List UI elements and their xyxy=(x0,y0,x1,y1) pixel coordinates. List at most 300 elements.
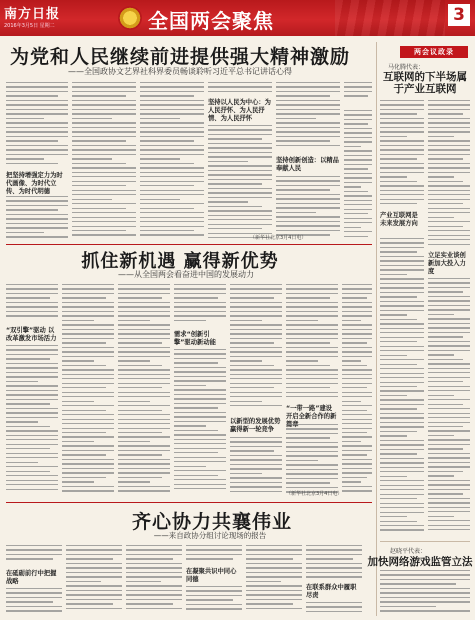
flag-decoration xyxy=(335,0,445,36)
third-subhead-3: 在联系群众中履职尽责 xyxy=(306,584,357,599)
text-line xyxy=(62,360,94,361)
text-line xyxy=(286,482,330,483)
text-line xyxy=(140,172,204,173)
text-line xyxy=(72,226,136,227)
text-line xyxy=(428,127,470,128)
text-line xyxy=(118,454,162,455)
text-line xyxy=(276,86,340,87)
text-line xyxy=(428,190,470,191)
text-line xyxy=(174,434,226,435)
text-line xyxy=(428,145,470,146)
text-line xyxy=(126,545,182,546)
text-line xyxy=(380,176,407,177)
text-line xyxy=(380,296,417,297)
text-line xyxy=(174,293,226,294)
text-line xyxy=(186,558,233,559)
text-line xyxy=(6,302,58,303)
text-line xyxy=(6,311,58,312)
text-line xyxy=(428,422,470,423)
text-line xyxy=(140,212,204,213)
text-line xyxy=(286,478,338,479)
text-line xyxy=(380,145,424,146)
text-line xyxy=(380,131,424,132)
text-line xyxy=(344,213,368,214)
text-line xyxy=(140,127,204,128)
text-line xyxy=(6,408,58,409)
text-line xyxy=(140,131,204,132)
text-line xyxy=(428,395,454,396)
text-line xyxy=(140,190,204,191)
text-line xyxy=(276,140,330,141)
text-line xyxy=(118,392,170,393)
text-line xyxy=(344,195,372,196)
text-line xyxy=(140,82,204,83)
text-line xyxy=(118,374,170,375)
sidebar-subhead-2: 立足实业谈创新加大投入力度 xyxy=(428,252,466,275)
text-line xyxy=(66,558,113,559)
text-line xyxy=(208,210,272,211)
text-line xyxy=(230,342,274,343)
text-line xyxy=(174,311,226,312)
text-line xyxy=(286,365,330,366)
text-line xyxy=(66,608,122,609)
text-line xyxy=(186,545,242,546)
text-line xyxy=(276,176,340,177)
text-line xyxy=(72,118,112,119)
text-line xyxy=(140,158,180,159)
text-line xyxy=(174,389,226,390)
text-line xyxy=(126,558,173,559)
text-line xyxy=(62,477,106,478)
text-line xyxy=(72,149,136,150)
text-line xyxy=(380,480,424,481)
text-line xyxy=(140,118,180,119)
text-line xyxy=(380,597,470,598)
text-line xyxy=(286,302,338,303)
text-line xyxy=(6,284,58,285)
text-line xyxy=(342,342,367,343)
text-line xyxy=(344,141,372,142)
text-line xyxy=(380,408,417,409)
lead-body-col-2 xyxy=(72,82,136,242)
text-line xyxy=(208,206,262,207)
text-line xyxy=(276,136,340,137)
text-line xyxy=(140,104,204,105)
text-line xyxy=(6,95,58,96)
text-line xyxy=(72,172,136,173)
text-line xyxy=(380,305,424,306)
text-line xyxy=(380,489,424,490)
text-line xyxy=(306,554,362,555)
text-line xyxy=(208,138,262,139)
text-line xyxy=(344,128,372,129)
text-line xyxy=(230,482,282,483)
text-line xyxy=(428,235,470,236)
text-line xyxy=(380,413,424,414)
text-line xyxy=(66,585,122,586)
text-line xyxy=(208,152,272,153)
text-line xyxy=(174,398,226,399)
text-line xyxy=(380,382,424,383)
text-line xyxy=(342,454,367,455)
text-line xyxy=(286,351,338,352)
text-line xyxy=(342,468,372,469)
sidebar-tag: 两会议政录 xyxy=(400,46,468,58)
text-line xyxy=(140,122,204,123)
text-line xyxy=(380,395,407,396)
text-line xyxy=(230,459,282,460)
text-line xyxy=(276,230,340,231)
text-line xyxy=(6,558,53,559)
text-line xyxy=(344,86,372,87)
text-line xyxy=(174,466,206,467)
text-line xyxy=(428,314,454,315)
text-line xyxy=(72,109,136,110)
text-line xyxy=(246,585,302,586)
text-line xyxy=(174,315,226,316)
text-line xyxy=(118,284,170,285)
text-line xyxy=(6,358,50,359)
text-line xyxy=(380,104,424,105)
text-line xyxy=(344,186,361,187)
text-line xyxy=(72,122,136,123)
text-line xyxy=(286,387,330,388)
text-line xyxy=(230,383,282,384)
text-line xyxy=(342,436,372,437)
lead-body-col-1b xyxy=(6,196,68,242)
text-line xyxy=(6,444,58,445)
text-line xyxy=(174,353,226,354)
text-line xyxy=(380,136,407,137)
text-line xyxy=(6,588,62,589)
text-line xyxy=(428,525,470,526)
text-line xyxy=(6,122,68,123)
text-line xyxy=(118,311,170,312)
text-line xyxy=(230,437,282,438)
text-line xyxy=(380,158,417,159)
text-line xyxy=(286,342,330,343)
text-line xyxy=(126,567,182,568)
text-line xyxy=(118,419,170,420)
text-line xyxy=(6,232,44,233)
text-line xyxy=(428,399,470,400)
text-line xyxy=(286,293,338,294)
text-line xyxy=(6,209,58,210)
text-line xyxy=(6,430,58,431)
text-line xyxy=(344,123,368,124)
text-line xyxy=(380,181,417,182)
text-line xyxy=(230,446,282,447)
text-line xyxy=(380,521,417,522)
text-line xyxy=(208,86,272,87)
sidebar-bottom-divider xyxy=(380,541,470,542)
text-line xyxy=(230,401,262,402)
text-line xyxy=(380,364,417,365)
text-line xyxy=(174,367,226,368)
text-line xyxy=(286,347,338,348)
text-line xyxy=(428,300,470,301)
text-line xyxy=(72,131,136,132)
text-line xyxy=(246,599,302,600)
text-line xyxy=(62,392,114,393)
sidebar-kicker-2: 赵晓平代表： xyxy=(390,548,427,555)
text-line xyxy=(62,410,106,411)
third-body-col-1 xyxy=(6,545,62,567)
text-line xyxy=(428,136,454,137)
text-line xyxy=(380,359,424,360)
sidebar-body-col-1b xyxy=(380,238,424,538)
text-line xyxy=(230,491,282,492)
text-line xyxy=(428,140,470,141)
text-line xyxy=(208,134,272,135)
text-line xyxy=(62,441,94,442)
text-line xyxy=(174,376,226,377)
lead-headline: 为党和人民继续前进提供强大精神激励 xyxy=(9,46,350,68)
text-line xyxy=(6,91,68,92)
text-line xyxy=(342,428,372,429)
lead-body-col-1 xyxy=(6,82,68,168)
text-line xyxy=(62,369,114,370)
text-line xyxy=(380,422,424,423)
text-line xyxy=(140,167,204,168)
text-line xyxy=(174,403,226,404)
text-line xyxy=(118,306,170,307)
text-line xyxy=(118,302,170,303)
text-line xyxy=(208,129,272,130)
text-line xyxy=(174,385,206,386)
text-line xyxy=(428,226,463,227)
text-line xyxy=(208,183,262,184)
text-line xyxy=(6,399,58,400)
text-line xyxy=(286,360,318,361)
text-line xyxy=(230,360,262,361)
text-line xyxy=(62,315,114,316)
text-line xyxy=(72,167,136,168)
text-line xyxy=(72,230,126,231)
second-subhead-1: “双引擎”驱动 以改革激发市场活力 xyxy=(6,327,57,342)
text-line xyxy=(174,358,226,359)
second-body-col-2 xyxy=(62,284,114,497)
text-line xyxy=(286,374,338,375)
third-subhead-2: 在凝聚共识中同心同德 xyxy=(186,568,237,583)
text-line xyxy=(380,368,424,369)
text-line xyxy=(246,594,302,595)
text-line xyxy=(6,480,58,481)
second-body-col-5b xyxy=(230,437,282,497)
text-line xyxy=(62,414,114,415)
text-line xyxy=(246,545,302,546)
text-line xyxy=(118,441,150,442)
text-line xyxy=(72,163,126,164)
text-line xyxy=(208,91,272,92)
text-line xyxy=(118,288,170,289)
text-line xyxy=(428,511,470,512)
text-line xyxy=(140,154,204,155)
text-line xyxy=(66,603,113,604)
text-line xyxy=(126,585,182,586)
text-line xyxy=(6,381,38,382)
text-line xyxy=(174,488,226,489)
text-line xyxy=(6,610,62,611)
second-headline: 抓住新机遇 赢得新优势 xyxy=(81,251,279,272)
sidebar-kicker: 马化腾代表： xyxy=(388,64,425,71)
third-headline: 齐心协力共襄伟业 xyxy=(131,511,292,533)
text-line xyxy=(62,387,106,388)
text-line xyxy=(276,131,340,132)
text-line xyxy=(276,198,340,199)
text-line xyxy=(380,435,407,436)
text-line xyxy=(66,567,122,568)
text-line xyxy=(6,554,62,555)
text-line xyxy=(6,113,68,114)
text-line xyxy=(6,403,50,404)
text-line xyxy=(186,586,242,587)
text-line xyxy=(342,374,372,375)
text-line xyxy=(428,462,470,463)
text-line xyxy=(174,479,226,480)
text-line xyxy=(72,140,126,141)
sidebar-body-col-2b xyxy=(428,278,470,538)
text-line xyxy=(230,387,274,388)
text-line xyxy=(6,376,58,377)
text-line xyxy=(380,292,424,293)
text-line xyxy=(118,333,170,334)
text-line xyxy=(342,410,367,411)
text-line xyxy=(208,228,262,229)
text-line xyxy=(380,278,424,279)
text-line xyxy=(380,449,424,450)
second-subtitle: ——从全国两会看奋进中国的发展动力 xyxy=(118,270,254,279)
text-line xyxy=(342,481,361,482)
text-line xyxy=(174,425,206,426)
text-line xyxy=(276,113,340,114)
text-line xyxy=(62,472,114,473)
text-line xyxy=(140,185,194,186)
text-line xyxy=(208,174,272,175)
text-line xyxy=(380,238,424,239)
text-line xyxy=(140,95,194,96)
text-line xyxy=(208,219,272,220)
text-line xyxy=(428,199,470,200)
third-body-col-3 xyxy=(126,545,182,616)
text-line xyxy=(6,363,58,364)
text-line xyxy=(342,329,372,330)
text-line xyxy=(342,392,372,393)
text-line xyxy=(286,306,338,307)
third-subhead-1: 在砥砺前行中把握战略 xyxy=(6,570,57,585)
text-line xyxy=(344,119,372,120)
text-line xyxy=(174,284,226,285)
text-line xyxy=(380,476,407,477)
text-line xyxy=(380,588,470,589)
text-line xyxy=(118,459,170,460)
text-line xyxy=(140,91,204,92)
text-line xyxy=(380,386,417,387)
text-line xyxy=(342,351,372,352)
text-line xyxy=(174,371,226,372)
text-line xyxy=(6,163,58,164)
text-line xyxy=(286,396,338,397)
text-line xyxy=(62,306,114,307)
text-line xyxy=(428,244,470,245)
text-line xyxy=(428,484,470,485)
text-line xyxy=(380,579,470,580)
text-line xyxy=(342,333,372,334)
text-line xyxy=(428,154,470,155)
text-line xyxy=(62,324,114,325)
text-line xyxy=(380,377,424,378)
text-line xyxy=(174,421,226,422)
text-line xyxy=(380,301,424,302)
text-line xyxy=(380,444,424,445)
text-line xyxy=(428,163,470,164)
text-line xyxy=(380,265,424,266)
text-line xyxy=(174,475,218,476)
section-title: 全国两会聚焦 xyxy=(148,9,274,33)
text-line xyxy=(428,435,454,436)
text-line xyxy=(428,359,463,360)
text-line xyxy=(342,405,372,406)
text-line xyxy=(230,288,282,289)
text-line xyxy=(174,380,226,381)
text-line xyxy=(428,350,470,351)
text-line xyxy=(428,354,454,355)
third-body-col-6b xyxy=(306,602,362,616)
text-line xyxy=(286,442,338,443)
text-line xyxy=(342,284,372,285)
text-line xyxy=(286,369,338,370)
divider-second xyxy=(6,502,372,503)
text-line xyxy=(208,170,272,171)
text-line xyxy=(140,181,204,182)
text-line xyxy=(174,407,218,408)
text-line xyxy=(118,401,150,402)
text-line xyxy=(342,356,372,357)
text-line xyxy=(380,274,407,275)
text-line xyxy=(380,404,424,405)
text-line xyxy=(286,437,330,438)
text-line xyxy=(6,104,68,105)
text-line xyxy=(428,345,470,346)
text-line xyxy=(344,164,372,165)
text-line xyxy=(428,475,454,476)
lead-body-col-6 xyxy=(344,82,372,102)
text-line xyxy=(6,214,68,215)
text-line xyxy=(66,581,101,582)
second-body-col-6b xyxy=(286,424,338,497)
text-line xyxy=(380,149,424,150)
text-line xyxy=(380,122,424,123)
text-line xyxy=(306,549,362,550)
text-line xyxy=(72,208,126,209)
text-line xyxy=(72,203,136,204)
text-line xyxy=(428,176,454,177)
text-line xyxy=(6,86,68,87)
text-line xyxy=(62,445,114,446)
text-line xyxy=(6,297,50,298)
text-line xyxy=(342,320,361,321)
text-line xyxy=(230,351,282,352)
text-line xyxy=(342,338,372,339)
text-line xyxy=(344,227,361,228)
text-line xyxy=(208,201,248,202)
text-line xyxy=(286,333,338,334)
text-line xyxy=(276,104,340,105)
text-line xyxy=(342,288,372,289)
sidebar-headline: 互联网的下半场属于产业互联网 xyxy=(383,71,467,95)
text-line xyxy=(428,131,470,132)
text-line xyxy=(380,337,424,338)
